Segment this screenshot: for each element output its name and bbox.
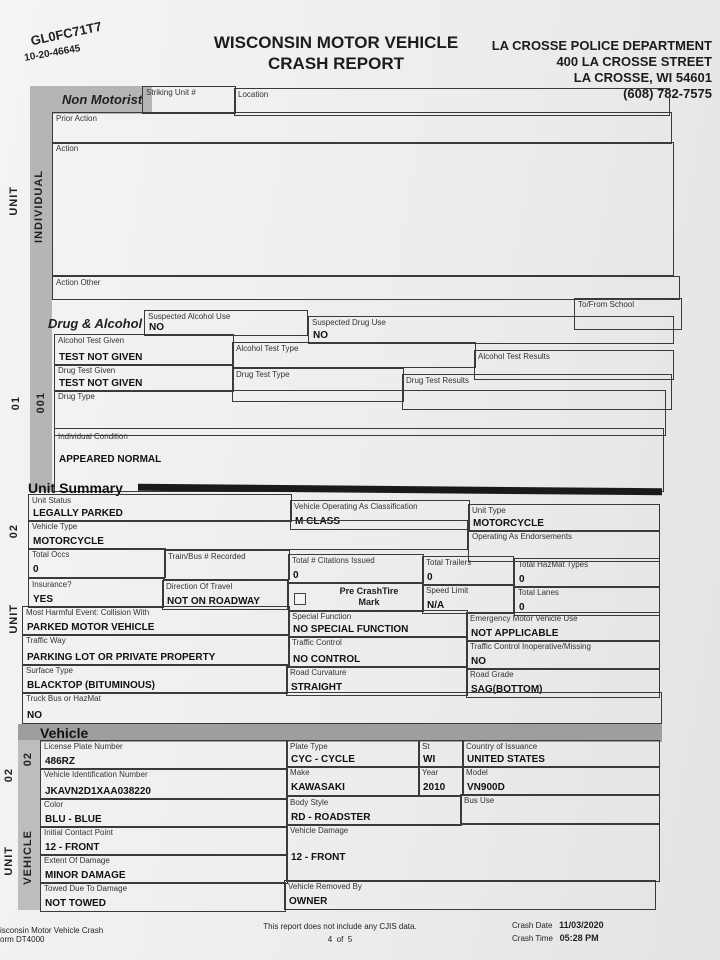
- color-field: Color BLU - BLUE: [40, 798, 288, 828]
- bus-use-field: Bus Use: [460, 794, 660, 824]
- drug-test-type-field: Drug Test Type: [232, 368, 404, 402]
- non-motorist-heading: Non Motorist: [62, 92, 143, 107]
- vehicle-removed-by-field: Vehicle Removed By OWNER: [284, 880, 656, 910]
- country-of-issuance-field: Country of Issuance UNITED STATES: [462, 740, 660, 768]
- footer-crash-date: Crash Date 11/03/2020 Crash Time 05:28 PM: [512, 920, 604, 943]
- unit-summary-number-side-label: 02: [8, 524, 20, 539]
- initial-contact-point-field: Initial Contact Point 12 - FRONT: [40, 826, 288, 856]
- vehicle-side-label: VEHICLE: [22, 830, 34, 885]
- striking-unit-field: Striking Unit #: [142, 86, 236, 114]
- traffic-way-field: Traffic Way PARKING LOT OR PRIVATE PROPERTY: [22, 634, 290, 666]
- license-plate-field: License Plate Number 486RZ: [40, 740, 288, 770]
- total-citations-field: Total # Citations Issued 0: [288, 554, 424, 584]
- pre-crash-tire-mark-field: [288, 582, 424, 612]
- state-field: St WI: [418, 740, 464, 768]
- footer-cjis-note: This report does not include any CJIS data. 4 of 5: [250, 922, 430, 944]
- case-number: 10-20-46645: [23, 43, 82, 64]
- road-grade-field: Road Grade SAG(BOTTOM): [466, 668, 660, 698]
- vehicle-heading: Vehicle: [40, 725, 89, 741]
- model-field: Model VN900D: [462, 766, 660, 796]
- report-title: WISCONSIN MOTOR VEHICLE CRASH REPORT: [213, 33, 459, 73]
- emergency-vehicle-use-field: Emergency Motor Vehicle Use NOT APPLICABLE: [466, 612, 660, 642]
- vehicle-unit-number-side-label: 02: [3, 768, 15, 783]
- department-block: LA CROSSE POLICE DEPARTMENT 400 LA CROSSE STREET LA CROSSE, WI 54601 (608) 782-7575: [491, 38, 712, 101]
- total-lanes-field: Total Lanes 0: [514, 586, 660, 616]
- individual-side-label: INDIVIDUAL: [33, 170, 45, 243]
- vehicle-damage-field: Vehicle Damage 12 - FRONT: [286, 824, 660, 882]
- make-field: Make KAWASAKI: [286, 766, 420, 796]
- truck-bus-hazmat-field: Truck Bus or HazMat NO: [22, 692, 662, 724]
- train-bus-recorded-field: Train/Bus # Recorded: [164, 550, 290, 580]
- total-trailers-field: Total Trailers 0: [422, 556, 514, 586]
- operating-endorsements-field: Operating As Endorsements: [468, 530, 660, 562]
- traffic-control-field: Traffic Control NO CONTROL: [288, 636, 468, 668]
- alcohol-test-type-field: Alcohol Test Type: [232, 342, 476, 368]
- unit-summary-heading: Unit Summary: [28, 480, 123, 496]
- drug-test-given-field: Drug Test Given TEST NOT GIVEN: [54, 364, 234, 392]
- drug-alcohol-heading: Drug & Alcohol: [48, 316, 143, 331]
- page-counter: 4 of 5: [327, 935, 353, 944]
- plate-type-field: Plate Type CYC - CYCLE: [286, 740, 420, 768]
- pre-crash-tire-checkbox[interactable]: [294, 593, 306, 605]
- unit-number-side-label: 01: [10, 396, 22, 411]
- towed-due-to-damage-field: Towed Due To Damage NOT TOWED: [40, 882, 286, 912]
- road-curvature-field: Road Curvature STRAIGHT: [286, 666, 468, 696]
- unit-side-label: UNIT: [8, 186, 20, 216]
- extent-of-damage-field: Extent Of Damage MINOR DAMAGE: [40, 854, 288, 884]
- vin-field: Vehicle Identification Number JKAVN2D1XAA038220: [40, 768, 288, 800]
- vehicle-operating-classification-field: Vehicle Operating As Classification M CLASS: [290, 500, 470, 530]
- case-id: GL0FC71T7: [29, 18, 104, 49]
- prior-action-field: Prior Action: [52, 112, 672, 144]
- most-harmful-event-field: Most Harmful Event: Collision With PARKED MOTOR VEHICLE: [22, 606, 290, 636]
- vehicle-number-side-label: 02: [22, 752, 34, 767]
- unit-status-field: Unit Status LEGALLY PARKED: [28, 494, 292, 522]
- drug-test-results-field: Drug Test Results: [402, 374, 672, 410]
- body-style-field: Body Style RD - ROADSTER: [286, 796, 462, 826]
- location-field: Location: [234, 88, 670, 116]
- footer-form-name: isconsin Motor Vehicle Crash orm DT4000: [0, 926, 104, 944]
- unit-summary-unit-side-label: UNIT: [8, 604, 20, 634]
- special-function-field: Special Function NO SPECIAL FUNCTION: [288, 610, 468, 638]
- alcohol-test-results-field: Alcohol Test Results: [474, 350, 674, 380]
- direction-of-travel-field: Direction Of Travel NOT ON ROADWAY: [162, 580, 288, 610]
- total-hazmat-types-field: Total HazMat Types 0: [514, 558, 660, 588]
- unit-type-field: Unit Type MOTORCYCLE: [468, 504, 660, 532]
- vehicle-unit-side-label: UNIT: [3, 846, 15, 876]
- insurance-field: Insurance? YES: [28, 578, 164, 608]
- drug-type-field: Drug Type: [54, 390, 666, 436]
- suspected-alcohol-use-field: Suspected Alcohol Use NO: [144, 310, 308, 336]
- to-from-school-field: To/From School: [574, 298, 682, 330]
- individual-condition-field: Individual Condition APPEARED NORMAL: [54, 428, 664, 492]
- alcohol-test-given-field: Alcohol Test Given TEST NOT GIVEN: [54, 334, 234, 366]
- year-field: Year 2010: [418, 766, 464, 796]
- surface-type-field: Surface Type BLACKTOP (BITUMINOUS): [22, 664, 288, 694]
- action-other-field: Action Other: [52, 276, 680, 300]
- suspected-drug-use-field: Suspected Drug Use NO: [308, 316, 674, 344]
- traffic-control-inoperative-field: Traffic Control Inoperative/Missing NO: [466, 640, 660, 670]
- pre-crash-tire-label: Pre CrashTire Mark: [339, 586, 399, 607]
- vehicle-type-field: Vehicle Type MOTORCYCLE: [28, 520, 468, 550]
- total-occupants-field: Total Occs 0: [28, 548, 166, 578]
- individual-number-side-label: 001: [35, 392, 47, 414]
- speed-limit-field: Speed Limit N/A: [422, 584, 514, 614]
- action-field: Action: [52, 142, 674, 276]
